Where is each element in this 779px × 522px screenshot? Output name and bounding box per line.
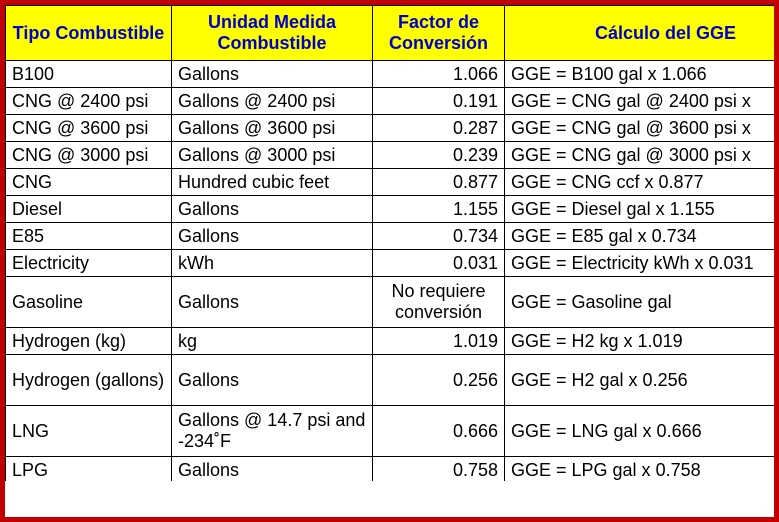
header-calculo-gge: Cálculo del GGE xyxy=(505,6,775,61)
cell-factor: 0.239 xyxy=(373,142,505,169)
slide-frame xyxy=(5,5,774,517)
cell-factor: 0.256 xyxy=(373,355,505,406)
cell-calculo: GGE = B100 gal x 1.066 xyxy=(505,61,775,88)
cell-tipo: Hydrogen (gallons) xyxy=(6,355,172,406)
cell-unidad: Gallons xyxy=(172,355,373,406)
cell-unidad: Hundred cubic feet xyxy=(172,169,373,196)
cell-factor: 1.066 xyxy=(373,61,505,88)
cell-unidad: Gallons xyxy=(172,61,373,88)
table-row xyxy=(6,406,775,457)
cell-factor: 0.191 xyxy=(373,88,505,115)
cell-calculo: GGE = LNG gal x 0.666 xyxy=(505,406,775,457)
cell-factor: 1.155 xyxy=(373,196,505,223)
cell-calculo: GGE = E85 gal x 0.734 xyxy=(505,223,775,250)
cell-factor: 0.877 xyxy=(373,169,505,196)
cell-tipo: LPG xyxy=(6,457,172,483)
cell-factor: No requiere conversión xyxy=(373,277,505,328)
cell-factor: 0.758 xyxy=(373,457,505,483)
header-factor-conversion: Factor de Conversión xyxy=(373,6,505,61)
cell-factor: 0.287 xyxy=(373,115,505,142)
cell-calculo: GGE = CNG gal @ 3000 psi x xyxy=(505,142,775,169)
cell-tipo: B100 xyxy=(6,61,172,88)
cell-tipo: CNG @ 3600 psi xyxy=(6,115,172,142)
cell-unidad: Gallons @ 14.7 psi and -234˚F xyxy=(172,406,373,457)
cell-calculo: GGE = Diesel gal x 1.155 xyxy=(505,196,775,223)
table-row xyxy=(6,88,775,115)
cell-tipo: Diesel xyxy=(6,196,172,223)
cell-factor: 0.734 xyxy=(373,223,505,250)
cell-tipo: Electricity xyxy=(6,250,172,277)
header-unidad-medida: Unidad Medida Combustible xyxy=(172,6,373,61)
cell-unidad: Gallons @ 2400 psi xyxy=(172,88,373,115)
cell-tipo: E85 xyxy=(6,223,172,250)
table-row xyxy=(6,355,775,406)
cell-unidad: Gallons @ 3000 psi xyxy=(172,142,373,169)
cell-tipo: CNG xyxy=(6,169,172,196)
table-row xyxy=(6,250,775,277)
cell-unidad: Gallons xyxy=(172,457,373,483)
cell-calculo: GGE = H2 kg x 1.019 xyxy=(505,328,775,355)
cell-tipo: LNG xyxy=(6,406,172,457)
table-row xyxy=(6,61,775,88)
cell-calculo: GGE = H2 gal x 0.256 xyxy=(505,355,775,406)
blank-area xyxy=(5,481,774,517)
table-row xyxy=(6,328,775,355)
cell-unidad: kg xyxy=(172,328,373,355)
cell-factor: 0.666 xyxy=(373,406,505,457)
cell-tipo: CNG @ 2400 psi xyxy=(6,88,172,115)
cell-calculo: GGE = Electricity kWh x 0.031 xyxy=(505,250,775,277)
cell-unidad: Gallons xyxy=(172,277,373,328)
cell-unidad: Gallons xyxy=(172,223,373,250)
cell-unidad: Gallons xyxy=(172,196,373,223)
cell-tipo: Gasoline xyxy=(6,277,172,328)
cell-unidad: Gallons @ 3600 psi xyxy=(172,115,373,142)
table-row xyxy=(6,457,775,483)
cell-factor: 0.031 xyxy=(373,250,505,277)
table-row xyxy=(6,196,775,223)
cell-calculo: GGE = CNG gal @ 2400 psi x xyxy=(505,88,775,115)
header-tipo-combustible: Tipo Combustible xyxy=(6,6,172,61)
cell-calculo: GGE = Gasoline gal xyxy=(505,277,775,328)
table-row xyxy=(6,115,775,142)
table-row xyxy=(6,277,775,328)
gge-conversion-table xyxy=(5,5,774,483)
cell-calculo: GGE = CNG ccf x 0.877 xyxy=(505,169,775,196)
cell-tipo: CNG @ 3000 psi xyxy=(6,142,172,169)
cell-factor: 1.019 xyxy=(373,328,505,355)
table-row xyxy=(6,223,775,250)
cell-unidad: kWh xyxy=(172,250,373,277)
table-row xyxy=(6,169,775,196)
table-row xyxy=(6,142,775,169)
cell-calculo: GGE = CNG gal @ 3600 psi x xyxy=(505,115,775,142)
cell-calculo: GGE = LPG gal x 0.758 xyxy=(505,457,775,483)
cell-tipo: Hydrogen (kg) xyxy=(6,328,172,355)
